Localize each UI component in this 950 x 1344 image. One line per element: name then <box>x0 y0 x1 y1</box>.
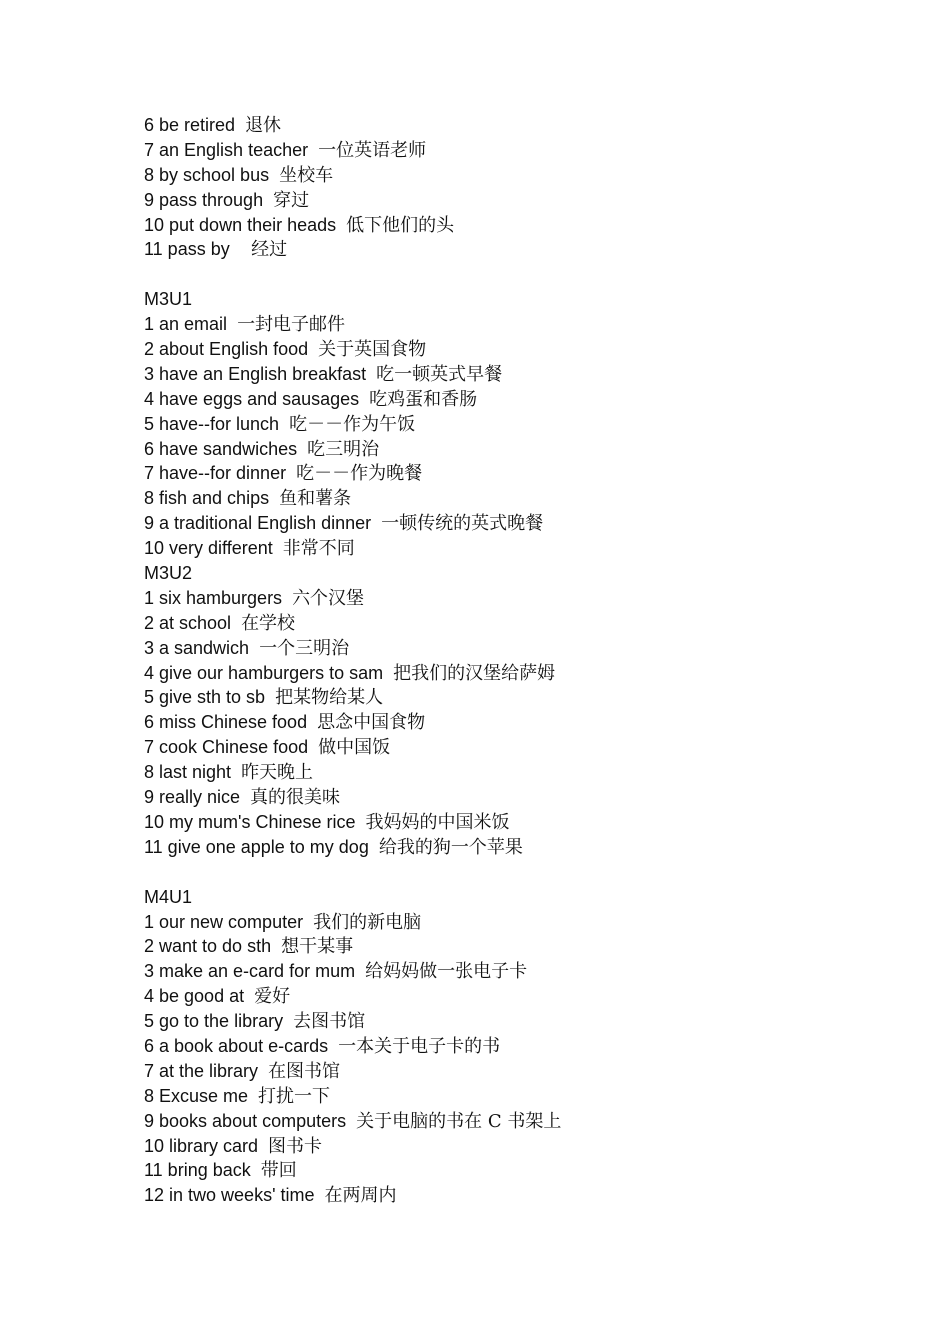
chinese-translation: 我妈妈的中国米饭 <box>365 811 510 833</box>
english-phrase: 9 really nice <box>144 787 241 808</box>
list-item <box>144 710 904 735</box>
english-phrase: 11 bring back <box>144 1160 251 1181</box>
english-phrase: 5 give sth to sb <box>144 687 266 708</box>
list-item <box>144 1009 904 1034</box>
document-page <box>144 113 904 1208</box>
list-item <box>144 1183 904 1208</box>
list-item <box>144 1084 904 1109</box>
english-phrase: 1 our new computer <box>144 911 304 932</box>
section-heading: M4U1 <box>144 886 193 907</box>
list-item <box>144 661 904 686</box>
list-item <box>144 1059 904 1084</box>
chinese-translation: 吃－－作为午饭 <box>289 413 416 435</box>
chinese-translation: 给妈妈做一张电子卡 <box>365 961 528 983</box>
english-phrase: 5 have--for lunch <box>144 413 280 434</box>
list-item <box>144 934 904 959</box>
list-item <box>144 536 904 561</box>
english-phrase: 8 last night <box>144 762 232 783</box>
chinese-translation: 关于电脑的书在 C 书架上 <box>356 1110 562 1132</box>
list-item <box>144 437 904 462</box>
list-item <box>144 1109 904 1134</box>
list-item <box>144 760 904 785</box>
list-item <box>144 810 904 835</box>
english-phrase: 10 very different <box>144 538 273 559</box>
chinese-translation: 吃一顿英式早餐 <box>376 363 503 385</box>
section-heading: M3U1 <box>144 289 193 310</box>
chinese-translation: 爱好 <box>254 986 291 1008</box>
chinese-translation: 做中国饭 <box>318 737 391 759</box>
vocab-section-m4u1 <box>144 885 904 1209</box>
english-phrase: 6 a book about e-cards <box>144 1035 329 1056</box>
english-phrase: 7 an English teacher <box>144 139 309 160</box>
chinese-translation: 穿过 <box>273 189 310 211</box>
list-item <box>144 461 904 486</box>
english-phrase: 5 go to the library <box>144 1011 284 1032</box>
list-item <box>144 362 904 387</box>
english-phrase: 4 give our hamburgers to sam <box>144 662 384 683</box>
chinese-translation: 一封电子邮件 <box>237 314 346 336</box>
list-item <box>144 387 904 412</box>
english-phrase: 1 six hamburgers <box>144 587 283 608</box>
chinese-translation: 一位英语老师 <box>318 139 427 161</box>
section-heading: M3U2 <box>144 563 193 584</box>
chinese-translation: 思念中国食物 <box>317 712 426 734</box>
chinese-translation: 真的很美味 <box>250 787 341 809</box>
chinese-translation: 昨天晚上 <box>241 762 314 784</box>
chinese-translation: 吃－－作为晚餐 <box>296 463 423 485</box>
list-item <box>144 586 904 611</box>
english-phrase: 7 cook Chinese food <box>144 737 309 758</box>
chinese-translation: 在学校 <box>241 612 296 634</box>
english-phrase: 3 a sandwich <box>144 637 250 658</box>
english-phrase: 6 have sandwiches <box>144 438 298 459</box>
english-phrase: 2 about English food <box>144 339 309 360</box>
list-item <box>144 984 904 1009</box>
vocab-section-m3u2 <box>144 561 904 860</box>
list-item <box>144 685 904 710</box>
chinese-translation: 六个汉堡 <box>292 587 365 609</box>
english-phrase: 10 my mum's Chinese rice <box>144 811 356 832</box>
list-item <box>144 959 904 984</box>
chinese-translation: 把某物给某人 <box>275 687 384 709</box>
chinese-translation: 一本关于电子卡的书 <box>338 1035 501 1057</box>
list-item <box>144 636 904 661</box>
vocab-section <box>144 113 904 262</box>
chinese-translation: 给我的狗一个苹果 <box>378 836 523 858</box>
list-item <box>144 835 904 860</box>
english-phrase: 11 give one apple to my dog <box>144 836 369 857</box>
english-phrase: 8 Excuse me <box>144 1085 249 1106</box>
chinese-translation: 吃鸡蛋和香肠 <box>369 388 478 410</box>
list-item <box>144 785 904 810</box>
chinese-translation: 在图书馆 <box>268 1060 341 1082</box>
english-phrase: 2 at school <box>144 612 232 633</box>
list-item <box>144 910 904 935</box>
chinese-translation: 图书卡 <box>268 1135 323 1157</box>
list-item <box>144 486 904 511</box>
list-item <box>144 237 904 262</box>
list-item <box>144 1134 904 1159</box>
chinese-translation: 想干某事 <box>281 936 354 958</box>
english-phrase: 4 have eggs and sausages <box>144 388 360 409</box>
english-phrase: 9 books about computers <box>144 1110 347 1131</box>
list-item <box>144 412 904 437</box>
english-phrase: 11 pass by <box>144 239 230 260</box>
chinese-translation: 鱼和薯条 <box>279 488 352 510</box>
vocab-section-m3u1 <box>144 287 904 561</box>
chinese-translation: 在两周内 <box>324 1185 397 1207</box>
list-item <box>144 312 904 337</box>
chinese-translation: 经过 <box>239 239 288 261</box>
list-item <box>144 511 904 536</box>
english-phrase: 12 in two weeks' time <box>144 1185 315 1206</box>
list-item <box>144 113 904 138</box>
list-item <box>144 1158 904 1183</box>
english-phrase: 4 be good at <box>144 986 245 1007</box>
blank-line <box>144 860 904 885</box>
list-item <box>144 138 904 163</box>
english-phrase: 10 put down their heads <box>144 214 337 235</box>
chinese-translation: 打扰一下 <box>258 1085 331 1107</box>
list-item <box>144 213 904 238</box>
chinese-translation: 把我们的汉堡给萨姆 <box>393 662 556 684</box>
chinese-translation: 我们的新电脑 <box>313 911 422 933</box>
chinese-translation: 退休 <box>245 115 282 136</box>
chinese-translation: 带回 <box>260 1160 297 1182</box>
chinese-translation: 吃三明治 <box>307 438 380 460</box>
chinese-translation: 坐校车 <box>279 164 334 186</box>
english-phrase: 8 fish and chips <box>144 488 270 509</box>
list-item <box>144 163 904 188</box>
english-phrase: 6 miss Chinese food <box>144 712 308 733</box>
english-phrase: 2 want to do sth <box>144 936 272 957</box>
english-phrase: 7 have--for dinner <box>144 463 287 484</box>
chinese-translation: 去图书馆 <box>293 1011 366 1033</box>
chinese-translation: 低下他们的头 <box>346 214 455 236</box>
english-phrase: 7 at the library <box>144 1060 259 1081</box>
list-item <box>144 337 904 362</box>
english-phrase: 6 be retired <box>144 115 236 135</box>
list-item <box>144 188 904 213</box>
list-item <box>144 735 904 760</box>
chinese-translation: 非常不同 <box>282 538 355 560</box>
english-phrase: 3 have an English breakfast <box>144 363 367 384</box>
list-item <box>144 1034 904 1059</box>
blank-line <box>144 262 904 287</box>
english-phrase: 10 library card <box>144 1135 259 1156</box>
list-item <box>144 611 904 636</box>
chinese-translation: 一顿传统的英式晚餐 <box>381 513 544 535</box>
english-phrase: 8 by school bus <box>144 164 270 185</box>
english-phrase: 3 make an e-card for mum <box>144 961 356 982</box>
english-phrase: 9 pass through <box>144 189 264 210</box>
english-phrase: 1 an email <box>144 314 228 335</box>
chinese-translation: 一个三明治 <box>259 637 350 659</box>
chinese-translation: 关于英国食物 <box>318 339 427 361</box>
english-phrase: 9 a traditional English dinner <box>144 513 372 534</box>
